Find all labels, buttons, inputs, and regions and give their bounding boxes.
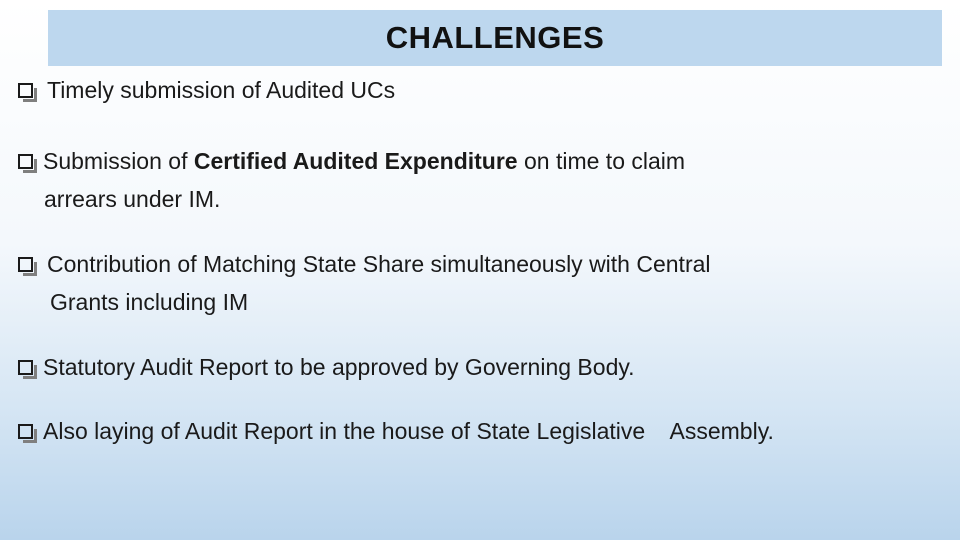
bullet-item	[18, 412, 938, 450]
title-bar	[48, 10, 942, 66]
bullet-text-continuation: Grants including IM	[50, 289, 249, 315]
checkbox-square-icon	[18, 424, 33, 439]
bullet-text-bold: Certified Audited Expenditure	[193, 148, 518, 174]
bullet-text-post: on time to claim	[517, 148, 686, 174]
bullet-text-pre: Submission of	[43, 148, 194, 174]
bullet-text: Statutory Audit Report to be approved by Governing Body.	[43, 354, 635, 380]
bullet-text: Also laying of Audit Report in the house of State Legislative Assembly.	[43, 418, 774, 444]
slide-title: CHALLENGES	[385, 20, 605, 55]
bullet-item	[18, 348, 938, 386]
checkbox-square-icon	[18, 154, 33, 169]
bullet-text: Timely submission of Audited UCs	[47, 77, 396, 103]
checkbox-square-icon	[18, 257, 33, 272]
checkbox-square-icon	[18, 83, 33, 98]
checkbox-square-icon	[18, 360, 33, 375]
bullet-text-continuation: arrears under IM.	[44, 186, 221, 212]
bullet-item	[18, 142, 938, 218]
bullet-item	[18, 245, 938, 321]
bullet-text: Contribution of Matching State Share simultaneously with Central	[47, 251, 711, 277]
bullet-item	[18, 71, 938, 109]
